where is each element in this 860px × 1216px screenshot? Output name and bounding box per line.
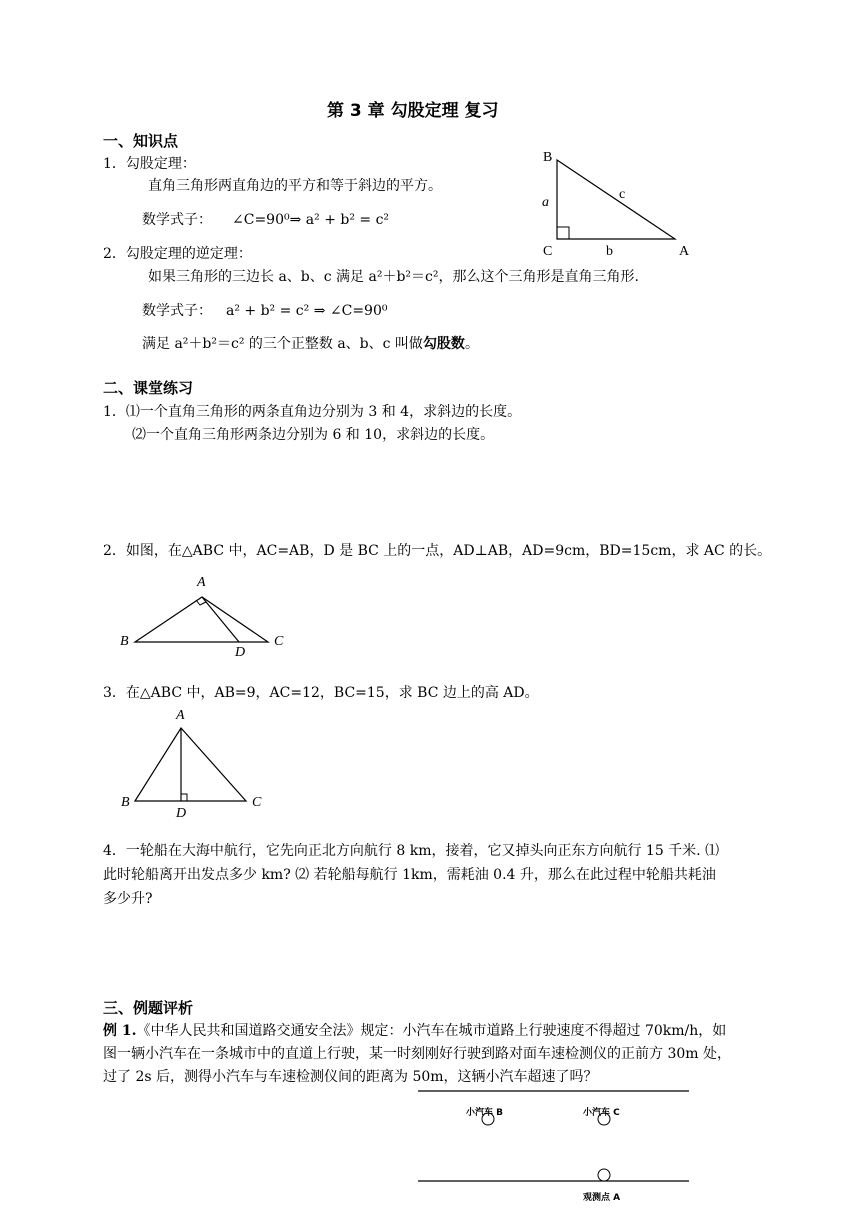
example1-label: 例 1.: [103, 1023, 137, 1039]
side-c: c: [619, 187, 626, 202]
question2: 2．如图，在△ABC 中，AC=AB，D 是 BC 上的一点，AD⊥AB，AD=9cm，BD=15cm，求 AC 的长。: [103, 543, 772, 559]
fig2-label-C: C: [274, 634, 284, 649]
question1-part1: 1．⑴一个直角三角形的两条直角边分别为 3 和 4，求斜边的长度。: [103, 404, 522, 420]
page-title: 第 3 章 勾股定理 复习: [327, 101, 499, 121]
fig2-label-A: A: [197, 575, 206, 590]
fig3-label-B: B: [121, 795, 130, 810]
right-angle-mark: [181, 794, 187, 801]
section-heading-knowledge: 一、知识点: [103, 132, 179, 150]
question4-line3: 多少升?: [103, 891, 153, 907]
vertex-C: C: [543, 244, 553, 259]
right-angle-mark: [557, 227, 569, 239]
fig3-label-A: A: [176, 708, 185, 723]
example1-line3: 过了 2s 后，测得小汽车与车速检测仪间的距离为 50m，这辆小汽车超速了吗？: [103, 1069, 598, 1085]
pythagorean-triple-definition: [142, 335, 479, 353]
fig2-label-B: B: [120, 634, 129, 649]
side-b: b: [606, 244, 613, 259]
question1-part2: ⑵一个直角三角形两条边分别为 6 和 10，求斜边的长度。: [132, 427, 495, 443]
formula1-label: 数学式子：: [142, 212, 212, 228]
pythag-keyword: 勾股数: [422, 336, 465, 352]
pythag-text-b: 。: [464, 336, 479, 352]
formula2: a² + b² = c² ⇒ ∠C=90⁰: [226, 303, 388, 319]
triangle-shape: [557, 160, 675, 239]
formula2-label: 数学式子：: [142, 303, 212, 319]
question4-line2: 此时轮船离开出发点多少 km? ⑵ 若轮船每航行 1km，需耗油 0.4 升，那么在此过程中轮船共耗油: [103, 867, 716, 883]
observer-a-marker: [598, 1169, 610, 1181]
vertex-A: A: [679, 244, 690, 259]
section-heading-examples: 三、例题评析: [103, 999, 194, 1017]
fig2-label-D: D: [235, 645, 246, 660]
car-c-label: 小汽车 C: [583, 1108, 620, 1118]
car-b-label: 小汽车 B: [466, 1108, 503, 1118]
side-a: a: [542, 195, 549, 210]
item2-text: 如果三角形的三边长 a、b、c 满足 a²＋b²＝c²，那么这个三角形是直角三角形.: [148, 269, 639, 285]
question4-line1: 4．一轮船在大海中航行，它先向正北方向航行 8 km，接着，它又掉头向正东方向航行 15 千米. ⑴: [103, 843, 720, 859]
segment-ad: [202, 597, 239, 642]
example1-line1: [103, 1022, 726, 1040]
road-figure: [415, 1085, 695, 1195]
item2-label: 2．勾股定理的逆定理：: [103, 246, 252, 262]
pythag-text-a: 满足 a²＋b²＝c² 的三个正整数 a、b、c 叫做: [142, 336, 423, 352]
triangle-abc: [135, 728, 246, 801]
example1-text1: 《中华人民共和国道路交通安全法》规定：小汽车在城市道路上行驶速度不得超过 70km/h，如: [136, 1023, 727, 1039]
question3-figure: [125, 720, 265, 810]
fig3-label-D: D: [176, 806, 187, 821]
formula1: ∠C=90⁰⇒ a² + b² = c²: [232, 212, 390, 228]
observer-a-label: 观测点 A: [583, 1193, 621, 1203]
fig3-label-C: C: [252, 795, 262, 810]
item1-label: 1．勾股定理：: [103, 156, 196, 172]
vertex-B: B: [543, 150, 553, 165]
question3: 3．在△ABC 中，AB=9，AC=12，BC=15，求 BC 边上的高 AD。: [103, 685, 539, 701]
example1-line2: 图一辆小汽车在一条城市中的直道上行驶，某一时刻刚好行驶到路对面车速检测仪的正前方 30m 处，: [103, 1046, 731, 1062]
question2-figure: [125, 585, 285, 665]
section-heading-practice: 二、课堂练习: [103, 379, 194, 397]
item1-text: 直角三角形两直角边的平方和等于斜边的平方。: [148, 178, 442, 194]
